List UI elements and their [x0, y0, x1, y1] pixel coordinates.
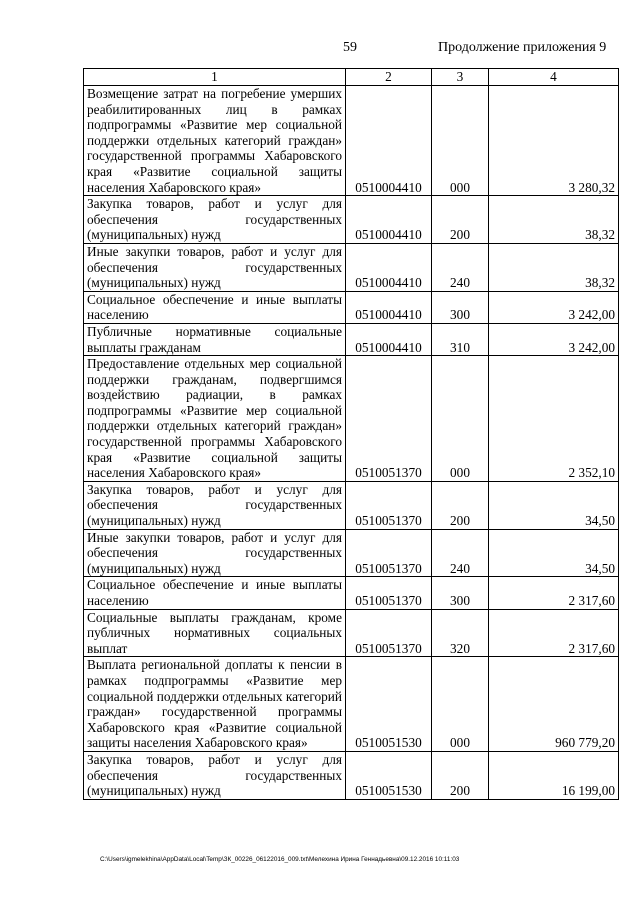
row-amount: 38,32: [489, 196, 619, 244]
row-name: Закупка товаров, работ и услуг для обеспечения государственных (муниципальных) нужд: [84, 481, 346, 529]
row-name: Социальные выплаты гражданам, кроме публичных нормативных социальных выплат: [84, 609, 346, 657]
row-amount: 3 242,00: [489, 323, 619, 355]
row-amount: 16 199,00: [489, 751, 619, 799]
table-row: [84, 323, 619, 355]
row-expense-kind: 200: [432, 196, 489, 244]
row-expense-kind: 310: [432, 323, 489, 355]
row-name: Закупка товаров, работ и услуг для обеспечения государственных (муниципальных) нужд: [84, 751, 346, 799]
row-target-code: 0510051370: [346, 529, 432, 577]
row-amount: 34,50: [489, 529, 619, 577]
row-expense-kind: 240: [432, 529, 489, 577]
row-amount: 38,32: [489, 243, 619, 291]
row-target-code: 0510004410: [346, 243, 432, 291]
row-name: Возмещение затрат на погребение умерших реабилитированных лиц в рамках подпрограммы «Развитие мер социальной поддержки отдельных категорий граждан» государственной программы Хабаровского края «Развитие социальной защиты населения Хабаровского края»: [84, 86, 346, 196]
row-expense-kind: 200: [432, 751, 489, 799]
row-target-code: 0510051370: [346, 356, 432, 482]
column-header-code: 2: [346, 69, 432, 86]
table-row: [84, 609, 619, 657]
footer-file-path: C:\Users\igmelekhina\AppData\Local\Temp\ЗК_00226_06122016_009.txt\Мелехина Ирина Геннадьевна\09.12.2016 10:11:03: [100, 856, 460, 863]
row-target-code: 0510051370: [346, 481, 432, 529]
row-expense-kind: 240: [432, 243, 489, 291]
row-amount: 2 317,60: [489, 577, 619, 609]
row-name: Предоставление отдельных мер социальной поддержки гражданам, подвергшимся воздействию радиации, в рамках подпрограммы «Развитие мер социальной поддержки отдельных категорий граждан» государственной программы Хабаровского края «Развитие социальной защиты населения Хабаровского края»: [84, 356, 346, 482]
column-header-kind: 3: [432, 69, 489, 86]
table-row: [84, 657, 619, 752]
row-target-code: 0510004410: [346, 291, 432, 323]
row-target-code: 0510004410: [346, 86, 432, 196]
table-row: [84, 529, 619, 577]
row-expense-kind: 000: [432, 86, 489, 196]
row-amount: 2 317,60: [489, 609, 619, 657]
row-amount: 3 280,32: [489, 86, 619, 196]
table-row: [84, 243, 619, 291]
row-name: Выплата региональной доплаты к пенсии в рамках подпрограммы «Развитие мер социальной поддержки отдельных категорий граждан» государственной программы Хабаровского края «Развитие социальной защиты населения Хабаровского края»: [84, 657, 346, 752]
table-row: [84, 577, 619, 609]
table-row: [84, 291, 619, 323]
row-target-code: 0510051530: [346, 657, 432, 752]
row-amount: 2 352,10: [489, 356, 619, 482]
row-name: Иные закупки товаров, работ и услуг для обеспечения государственных (муниципальных) нужд: [84, 243, 346, 291]
table-row: [84, 86, 619, 196]
table-row: [84, 196, 619, 244]
row-name: Иные закупки товаров, работ и услуг для обеспечения государственных (муниципальных) нужд: [84, 529, 346, 577]
row-name: Публичные нормативные социальные выплаты гражданам: [84, 323, 346, 355]
row-amount: 960 779,20: [489, 657, 619, 752]
row-target-code: 0510004410: [346, 196, 432, 244]
column-header-name: 1: [84, 69, 346, 86]
column-number-row: [84, 69, 619, 86]
row-amount: 34,50: [489, 481, 619, 529]
page-number: 59: [343, 40, 357, 55]
row-target-code: 0510051370: [346, 577, 432, 609]
row-name: Социальное обеспечение и иные выплаты населению: [84, 291, 346, 323]
table-row: [84, 751, 619, 799]
row-target-code: 0510004410: [346, 323, 432, 355]
row-target-code: 0510051530: [346, 751, 432, 799]
row-expense-kind: 320: [432, 609, 489, 657]
row-expense-kind: 300: [432, 291, 489, 323]
table-row: [84, 356, 619, 482]
row-name: Закупка товаров, работ и услуг для обеспечения государственных (муниципальных) нужд: [84, 196, 346, 244]
row-name: Социальное обеспечение и иные выплаты населению: [84, 577, 346, 609]
row-target-code: 0510051370: [346, 609, 432, 657]
appendix-continuation-note: Продолжение приложения 9: [438, 40, 607, 55]
row-expense-kind: 200: [432, 481, 489, 529]
row-expense-kind: 000: [432, 356, 489, 482]
row-expense-kind: 000: [432, 657, 489, 752]
column-header-amount: 4: [489, 69, 619, 86]
row-amount: 3 242,00: [489, 291, 619, 323]
row-expense-kind: 300: [432, 577, 489, 609]
table-row: [84, 481, 619, 529]
budget-table: [83, 68, 619, 800]
